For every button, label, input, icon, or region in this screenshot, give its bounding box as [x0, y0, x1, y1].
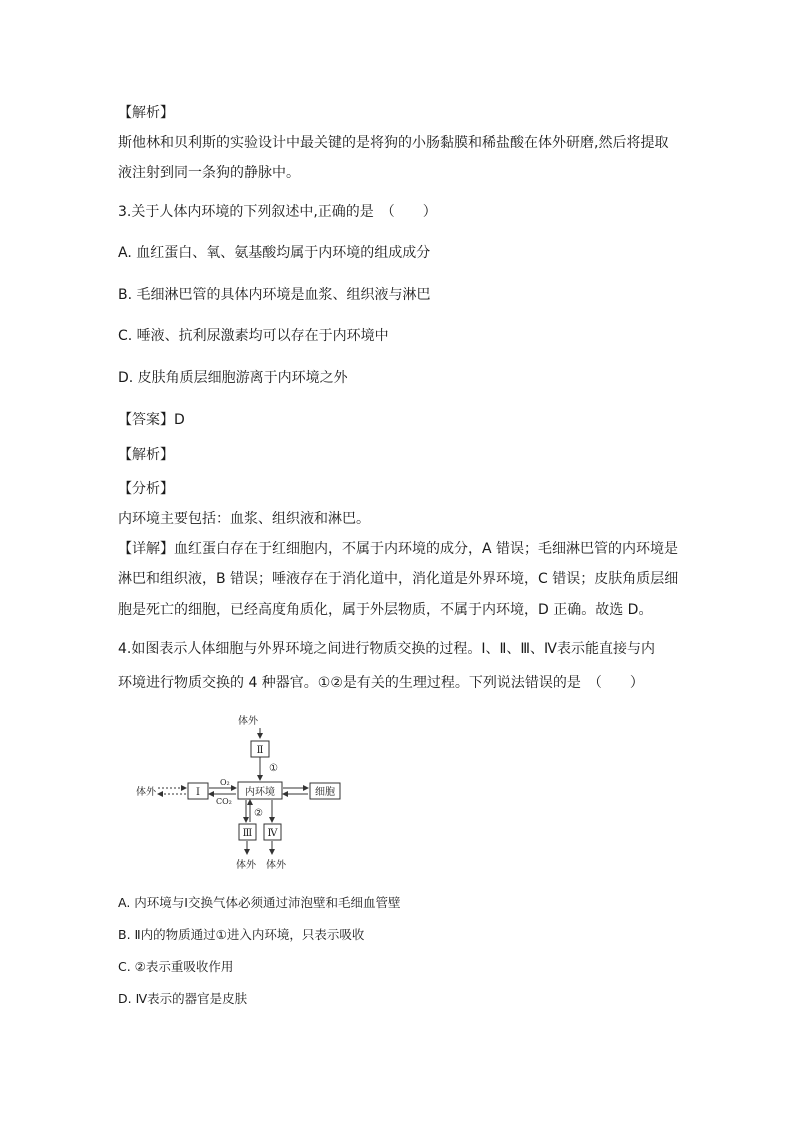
q4-option-c: C. ②表示重吸收作用: [118, 959, 234, 974]
q3-answer: 【答案】D: [118, 412, 185, 428]
q3-option-a: A. 血红蛋白、氧、氨基酸均属于内环境的组成成分: [118, 245, 431, 261]
q2-analysis-line-2: 液注射到同一条狗的静脉中。: [118, 165, 300, 181]
organ-1-label: Ⅰ: [196, 787, 200, 798]
inner-env-label: 内环境: [245, 787, 275, 798]
cell-label: 细胞: [315, 787, 335, 798]
q4-stem-line-2: 环境进行物质交换的 4 种器官。①②是有关的生理过程。下列说法错误的是 （ ）: [118, 675, 644, 691]
process-2-label: ②: [254, 808, 263, 819]
q3-detail-line-1: 【详解】血红蛋白存在于红细胞内，不属于内环境的成分，A 错误；毛细淋巴管的内环境是: [118, 541, 679, 557]
organ-4-label: Ⅳ: [267, 828, 278, 839]
q2-analysis-heading: 【解析】: [118, 105, 174, 121]
q4-option-a: A. 内环境与Ⅰ交换气体必须通过沛泡壁和毛细血管壁: [118, 895, 401, 910]
q4-option-d: D. Ⅳ表示的器官是皮肤: [118, 991, 248, 1006]
q3-fenxi-heading: 【分析】: [118, 481, 174, 497]
diagram-outside-left: 体外: [136, 787, 156, 798]
exchange-diagram: [130, 708, 360, 880]
q3-analysis-heading: 【解析】: [118, 447, 174, 463]
process-1-label: ①: [269, 763, 278, 774]
q2-analysis-line-1: 斯他林和贝利斯的实验设计中最关键的是将狗的小肠黏膜和稀盐酸在体外研磨,然后将提取: [118, 135, 669, 151]
o2-label: O₂: [220, 778, 230, 787]
diagram-outside-bottom-right: 体外: [266, 860, 286, 871]
diagram-outside-bottom-left: 体外: [236, 860, 256, 871]
q3-option-d: D. 皮肤角质层细胞游离于内环境之外: [118, 370, 348, 386]
co2-label: CO₂: [216, 797, 232, 806]
q3-detail-line-2: 淋巴和组织液，B 错误；唾液存在于消化道中，消化道是外界环境，C 错误；皮肤角质层细: [118, 571, 679, 587]
q3-option-c: C. 唾液、抗利尿激素均可以存在于内环境中: [118, 328, 389, 344]
organ-3-label: Ⅲ: [242, 828, 253, 839]
q3-option-b: B. 毛细淋巴管的具体内环境是血浆、组织液与淋巴: [118, 287, 431, 303]
organ-2-label: Ⅱ: [256, 745, 264, 756]
q4-stem-line-1: 4.如图表示人体细胞与外界环境之间进行物质交换的过程。Ⅰ、Ⅱ、Ⅲ、Ⅳ表示能直接与内: [118, 641, 655, 657]
q3-fenxi-text: 内环境主要包括：血浆、组织液和淋巴。: [118, 511, 370, 527]
q3-detail-line-3: 胞是死亡的细胞，已经高度角质化，属于外层物质，不属于内环境，D 正确。故选 D。: [118, 602, 653, 618]
diagram-outside-top: 体外: [238, 716, 258, 727]
q4-option-b: B. Ⅱ内的物质通过①进入内环境，只表示吸收: [118, 927, 365, 942]
q3-stem: 3.关于人体内环境的下列叙述中,正确的是 （ ）: [118, 204, 437, 220]
